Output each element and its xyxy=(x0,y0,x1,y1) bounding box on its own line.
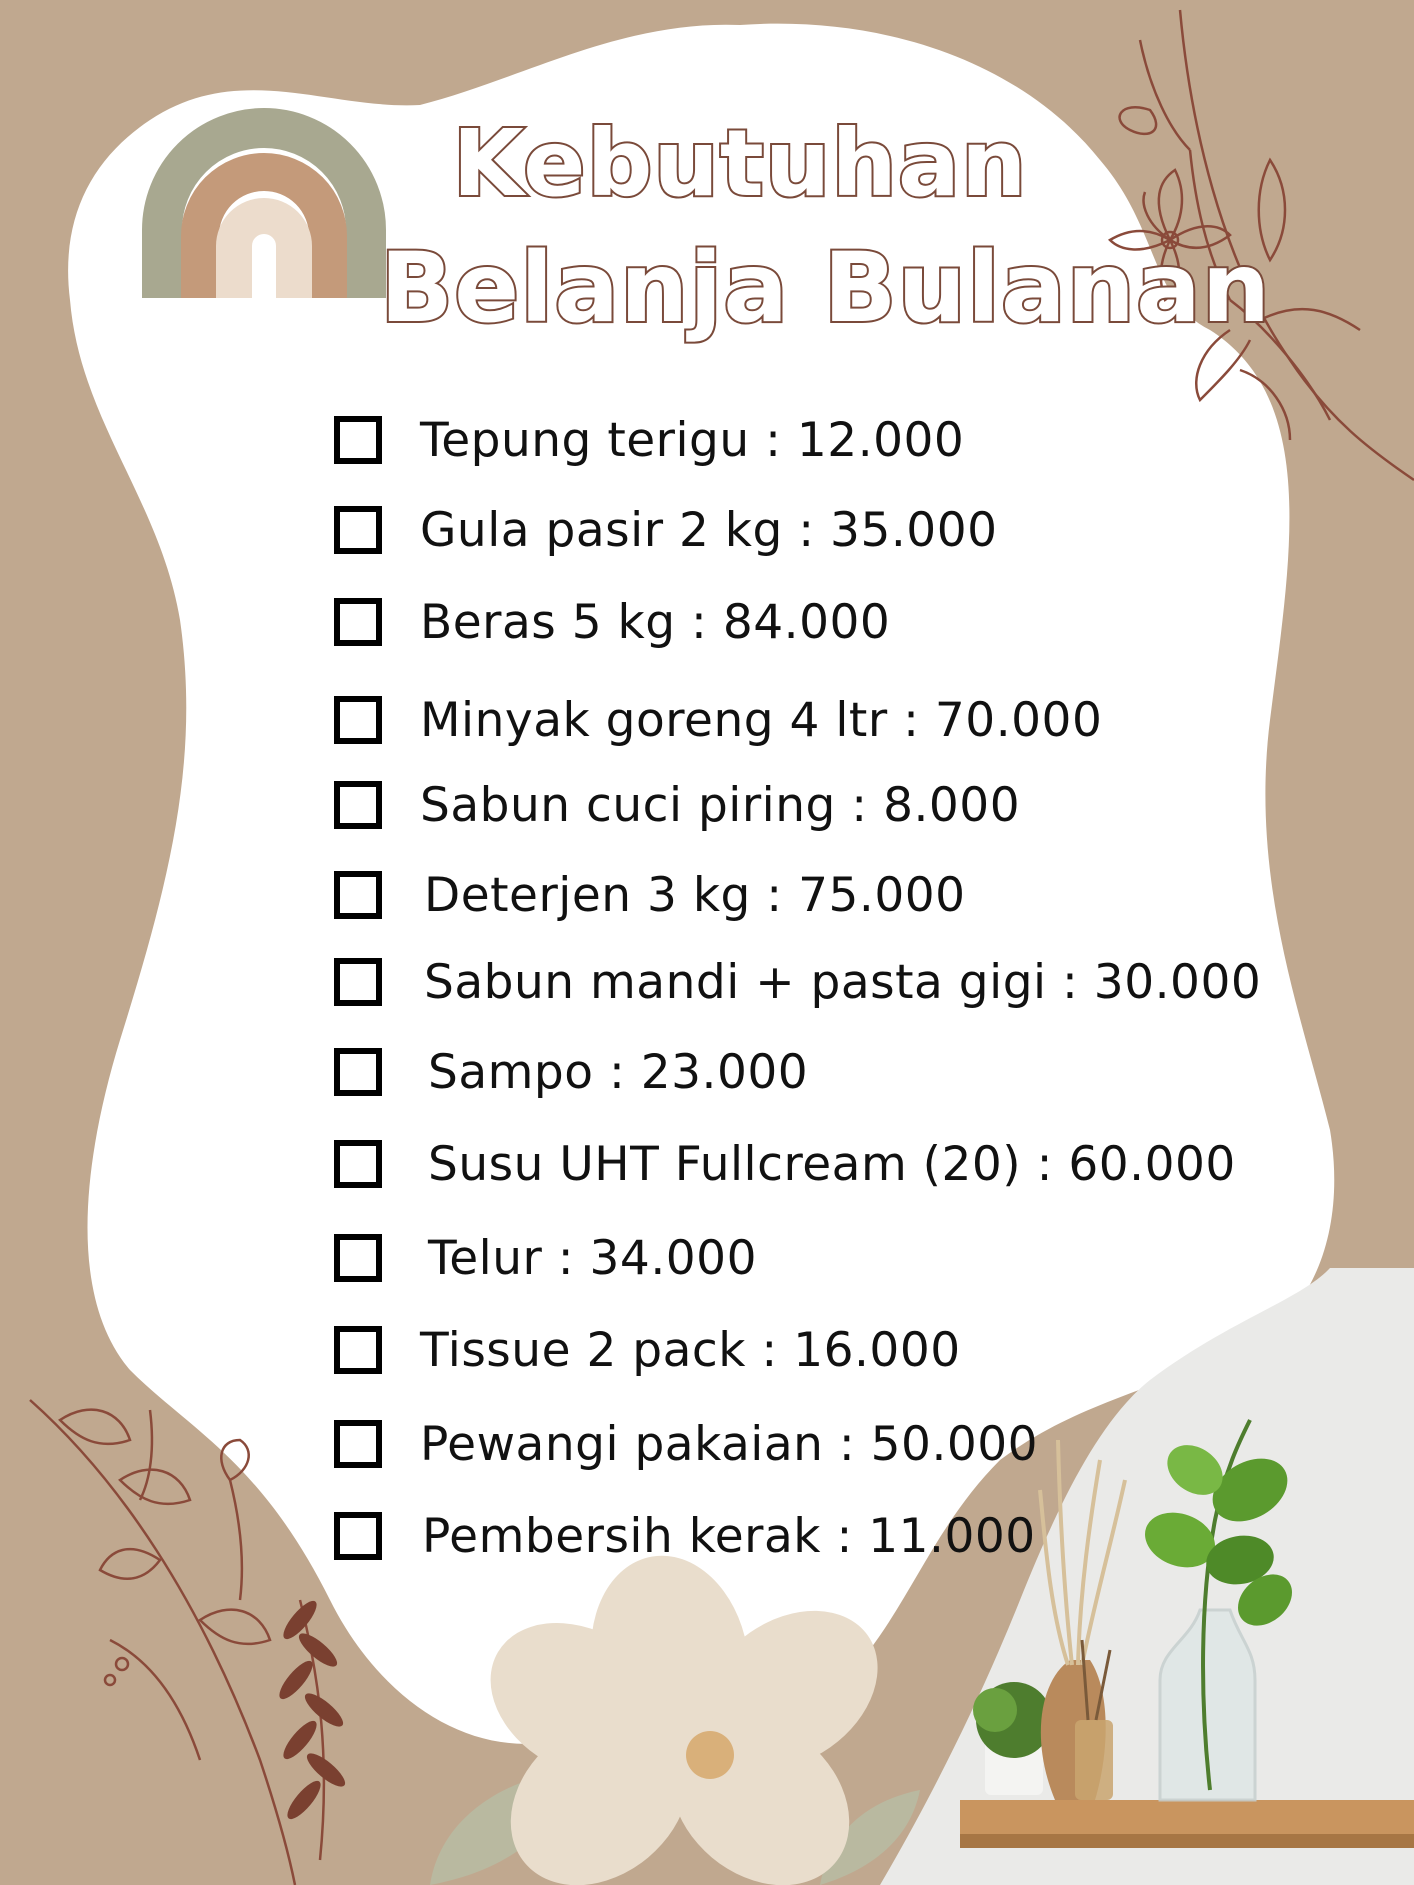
checklist-item xyxy=(334,592,890,652)
item-label: Pewangi pakaian : 50.000 xyxy=(420,1416,1039,1472)
checklist-item xyxy=(334,500,998,560)
title-line-2: Belanja Bulanan xyxy=(380,232,1272,344)
item-label: Sabun cuci piring : 8.000 xyxy=(420,777,1021,833)
flower-center xyxy=(686,1731,734,1779)
checklist-item xyxy=(334,1414,1038,1474)
item-label: Tepung terigu : 12.000 xyxy=(420,412,965,468)
checklist-item xyxy=(334,952,1261,1012)
checklist-item xyxy=(334,410,964,470)
photo-shelf xyxy=(960,1800,1414,1834)
checklist-item xyxy=(334,1228,757,1288)
small-plant-leaves-2 xyxy=(973,1688,1017,1732)
checkbox[interactable] xyxy=(334,1512,382,1560)
checkbox[interactable] xyxy=(334,598,382,646)
checklist-item xyxy=(334,775,1020,835)
checklist-item xyxy=(334,1320,961,1380)
item-label: Deterjen 3 kg : 75.000 xyxy=(424,867,966,923)
item-label: Sabun mandi + pasta gigi : 30.000 xyxy=(424,954,1262,1010)
checklist-item xyxy=(334,865,966,925)
item-label: Tissue 2 pack : 16.000 xyxy=(420,1322,961,1378)
checklist-item xyxy=(334,1134,1236,1194)
checkbox[interactable] xyxy=(334,1048,382,1096)
item-label: Telur : 34.000 xyxy=(428,1230,757,1286)
bottom-left-fern xyxy=(274,1596,349,1823)
checkbox[interactable] xyxy=(334,1326,382,1374)
item-label: Sampo : 23.000 xyxy=(428,1044,809,1100)
checkbox[interactable] xyxy=(334,506,382,554)
item-label: Susu UHT Fullcream (20) : 60.000 xyxy=(428,1136,1236,1192)
checkbox[interactable] xyxy=(334,781,382,829)
checklist-item xyxy=(334,1506,1036,1566)
diffuser-bottle xyxy=(1075,1720,1113,1800)
checkbox[interactable] xyxy=(334,696,382,744)
checkbox[interactable] xyxy=(334,871,382,919)
item-label: Beras 5 kg : 84.000 xyxy=(420,594,891,650)
item-label: Pembersih kerak : 11.000 xyxy=(422,1508,1036,1564)
checkbox[interactable] xyxy=(334,1420,382,1468)
checklist-item xyxy=(334,1042,808,1102)
item-label: Minyak goreng 4 ltr : 70.000 xyxy=(420,692,1103,748)
checkbox[interactable] xyxy=(334,958,382,1006)
title-line-1: Kebutuhan xyxy=(452,110,1028,217)
checklist-item xyxy=(334,690,1102,750)
checkbox[interactable] xyxy=(334,416,382,464)
checkbox[interactable] xyxy=(334,1234,382,1282)
item-label: Gula pasir 2 kg : 35.000 xyxy=(420,502,998,558)
photo-shelf-front xyxy=(960,1834,1414,1848)
checkbox[interactable] xyxy=(334,1140,382,1188)
